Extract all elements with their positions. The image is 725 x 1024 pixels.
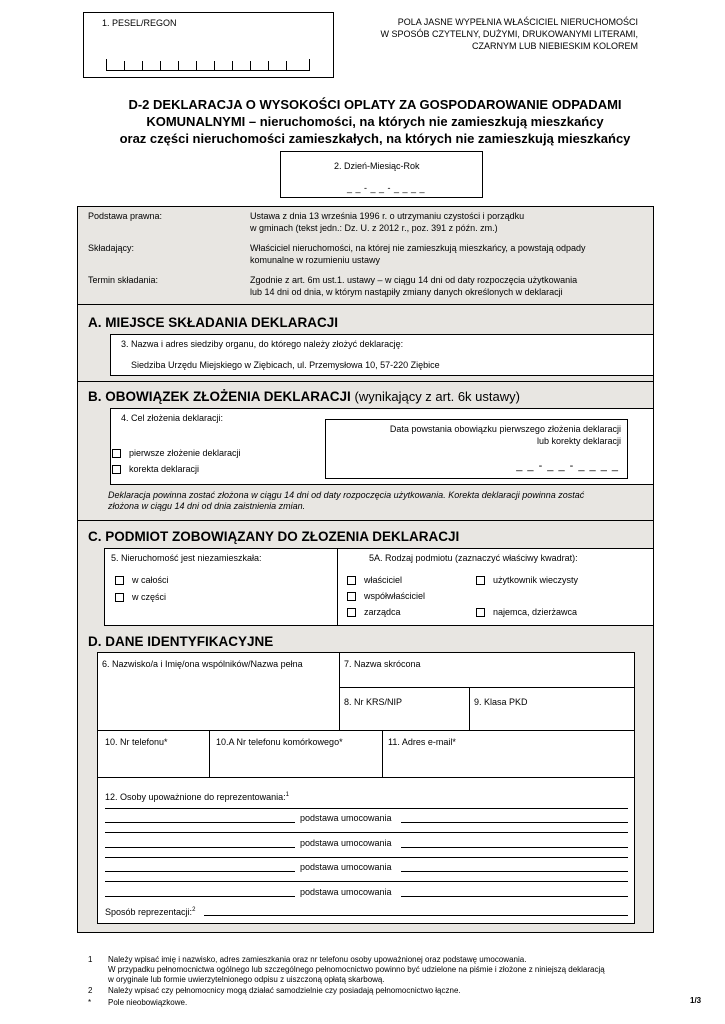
- field-3-label: 3. Nazwa i adres siedziby organu, do którego należy złożyć deklarację:: [121, 339, 404, 349]
- pesel-box: [83, 12, 334, 78]
- date-box[interactable]: [280, 151, 483, 198]
- field-3-value: Siedziba Urzędu Miejskiego w Ziębicach, ul. Przemysłowa 10, 57-220 Ziębice: [131, 360, 440, 370]
- legal-basis-text: Ustawa z dnia 13 września 1996 r. o utrzymaniu czystości i porządku w gminach (tekst jedn.: Dz. U. z 2012 r., poz. 391 z późn. zm.): [250, 211, 525, 233]
- checkbox[interactable]: [115, 593, 124, 602]
- field-12-label: 12. Osoby upoważnione do reprezentowania:$^1$: [105, 792, 289, 802]
- field-10a[interactable]: 10.A Nr telefonu komórkowego*: [209, 730, 383, 778]
- field-11[interactable]: 11. Adres e-mail*: [382, 730, 635, 778]
- page-number: 1/3: [690, 996, 702, 1005]
- checkbox[interactable]: [115, 576, 124, 585]
- divider: [77, 520, 654, 521]
- section-a-heading: A. MIEJSCE SKŁADANIA DEKLARACJI: [88, 315, 339, 330]
- divider: [77, 304, 654, 305]
- section-b-note: Deklaracja powinna zostać złożona w ciągu 14 dni od daty rozpoczęcia użytkowania. Korekta deklaracji powinna zostać złożona w ciągu 14 dni od dnia zaistnienia zmian.: [108, 490, 585, 511]
- section-b-field: [110, 408, 654, 485]
- field-7[interactable]: 7. Nazwa skrócona: [339, 652, 635, 688]
- option-manager[interactable]: zarządca: [347, 606, 401, 618]
- representation-label: Sposób reprezentacji:$^2$: [105, 907, 196, 917]
- option-part[interactable]: w części: [115, 591, 166, 603]
- header-notice: POLA JASNE WYPEŁNIA WŁAŚCICIEL NIERUCHOMOŚCI W SPOSÓB CZYTELNY, DUŻYMI, DRUKOWANYMI LITERAMI, CZARNYM LUB NIEBIESKIM KOLOREM: [380, 17, 638, 51]
- field-6[interactable]: 6. Nazwisko/a i Imię/ona wspólników/Nazwa pełna: [97, 652, 340, 731]
- obligation-date-label: Data powstania obowiązku pierwszego złożenia deklaracji lub korekty deklaracji: [389, 424, 621, 446]
- checkbox[interactable]: [347, 576, 356, 585]
- section-b-heading: B. OBOWIĄZEK ZŁOŻENIA DEKLARACJI (wynikający z art. 6k ustawy): [88, 389, 520, 404]
- field-5-label: 5. Nieruchomość jest niezamieszkała:: [111, 553, 262, 563]
- divider: [77, 381, 654, 382]
- date-pattern: _ _ - _ _ - _ _ _ _: [347, 183, 426, 193]
- option-owner[interactable]: właściciel: [347, 574, 402, 586]
- section-c-field: [104, 548, 654, 626]
- option-perpetual-user[interactable]: użytkownik wieczysty: [476, 574, 578, 586]
- section-c-heading: C. PODMIOT ZOBOWIĄZANY DO ZŁOZENIA DEKLARACJI: [88, 529, 460, 544]
- submitter-text: Właściciel nieruchomości, na której nie zamieszkują mieszkańcy, a powstają odpady komunalne w rozumieniu ustawy: [250, 243, 586, 265]
- field-10[interactable]: 10. Nr telefonu*: [97, 730, 210, 778]
- option-whole[interactable]: w całości: [115, 574, 169, 586]
- deadline-label: Termin składania:: [88, 275, 159, 285]
- field-12[interactable]: 12. Osoby upoważnione do reprezentowania:$^1$ podstawa umocowania podstawa umocowania podstawa umocowania podstawa umocowania Sposób reprezentacji:$^2$: [97, 777, 635, 924]
- checkbox[interactable]: [112, 449, 121, 458]
- field-8[interactable]: 8. Nr KRS/NIP: [339, 687, 470, 731]
- field-5a-label: 5A. Rodzaj podmiotu (zaznaczyć właściwy kwadrat):: [369, 553, 578, 563]
- field-4-label: 4. Cel złożenia deklaracji:: [121, 413, 224, 423]
- option-tenant[interactable]: najemca, dzierżawca: [476, 606, 577, 618]
- section-d-heading: D. DANE IDENTYFIKACYJNE: [88, 634, 274, 649]
- option-first-declaration[interactable]: pierwsze złożenie deklaracji: [112, 447, 241, 459]
- obligation-date-pattern: _ _ - _ _ - _ _ _ _: [516, 460, 619, 472]
- option-correction[interactable]: korekta deklaracji: [112, 463, 199, 475]
- checkbox[interactable]: [347, 608, 356, 617]
- obligation-date-box[interactable]: [325, 419, 628, 479]
- checkbox[interactable]: [112, 465, 121, 474]
- page-title: D-2 DEKLARACJA O WYSOKOŚCI OPLATY ZA GOSPODAROWANIE ODPADAMI KOMUNALNYMI – nieruchomości, na których nie zamieszkują mieszkańcy oraz części nieruchomości zamieszkałych, na których nie zamieszkują mieszkańcy: [119, 97, 631, 146]
- checkbox[interactable]: [347, 592, 356, 601]
- deadline-text: Zgodnie z art. 6m ust.1. ustawy – w ciągu 14 dni od daty rozpoczęcia użytkowania lub 14 dni od dnia, w którym nastąpiły zmiany danych określonych w deklaracji: [250, 275, 578, 297]
- checkbox[interactable]: [476, 576, 485, 585]
- option-coowner[interactable]: współwłaściciel: [347, 590, 425, 602]
- pesel-label: 1. PESEL/REGON: [102, 18, 177, 28]
- legal-basis-label: Podstawa prawna:: [88, 211, 163, 221]
- checkbox[interactable]: [476, 608, 485, 617]
- date-label: 2. Dzień-Miesiąc-Rok: [334, 161, 420, 171]
- pesel-input[interactable]: [106, 59, 310, 71]
- section-a-field[interactable]: [110, 334, 654, 376]
- field-9[interactable]: 9. Klasa PKD: [469, 687, 635, 731]
- submitter-label: Składający:: [88, 243, 135, 253]
